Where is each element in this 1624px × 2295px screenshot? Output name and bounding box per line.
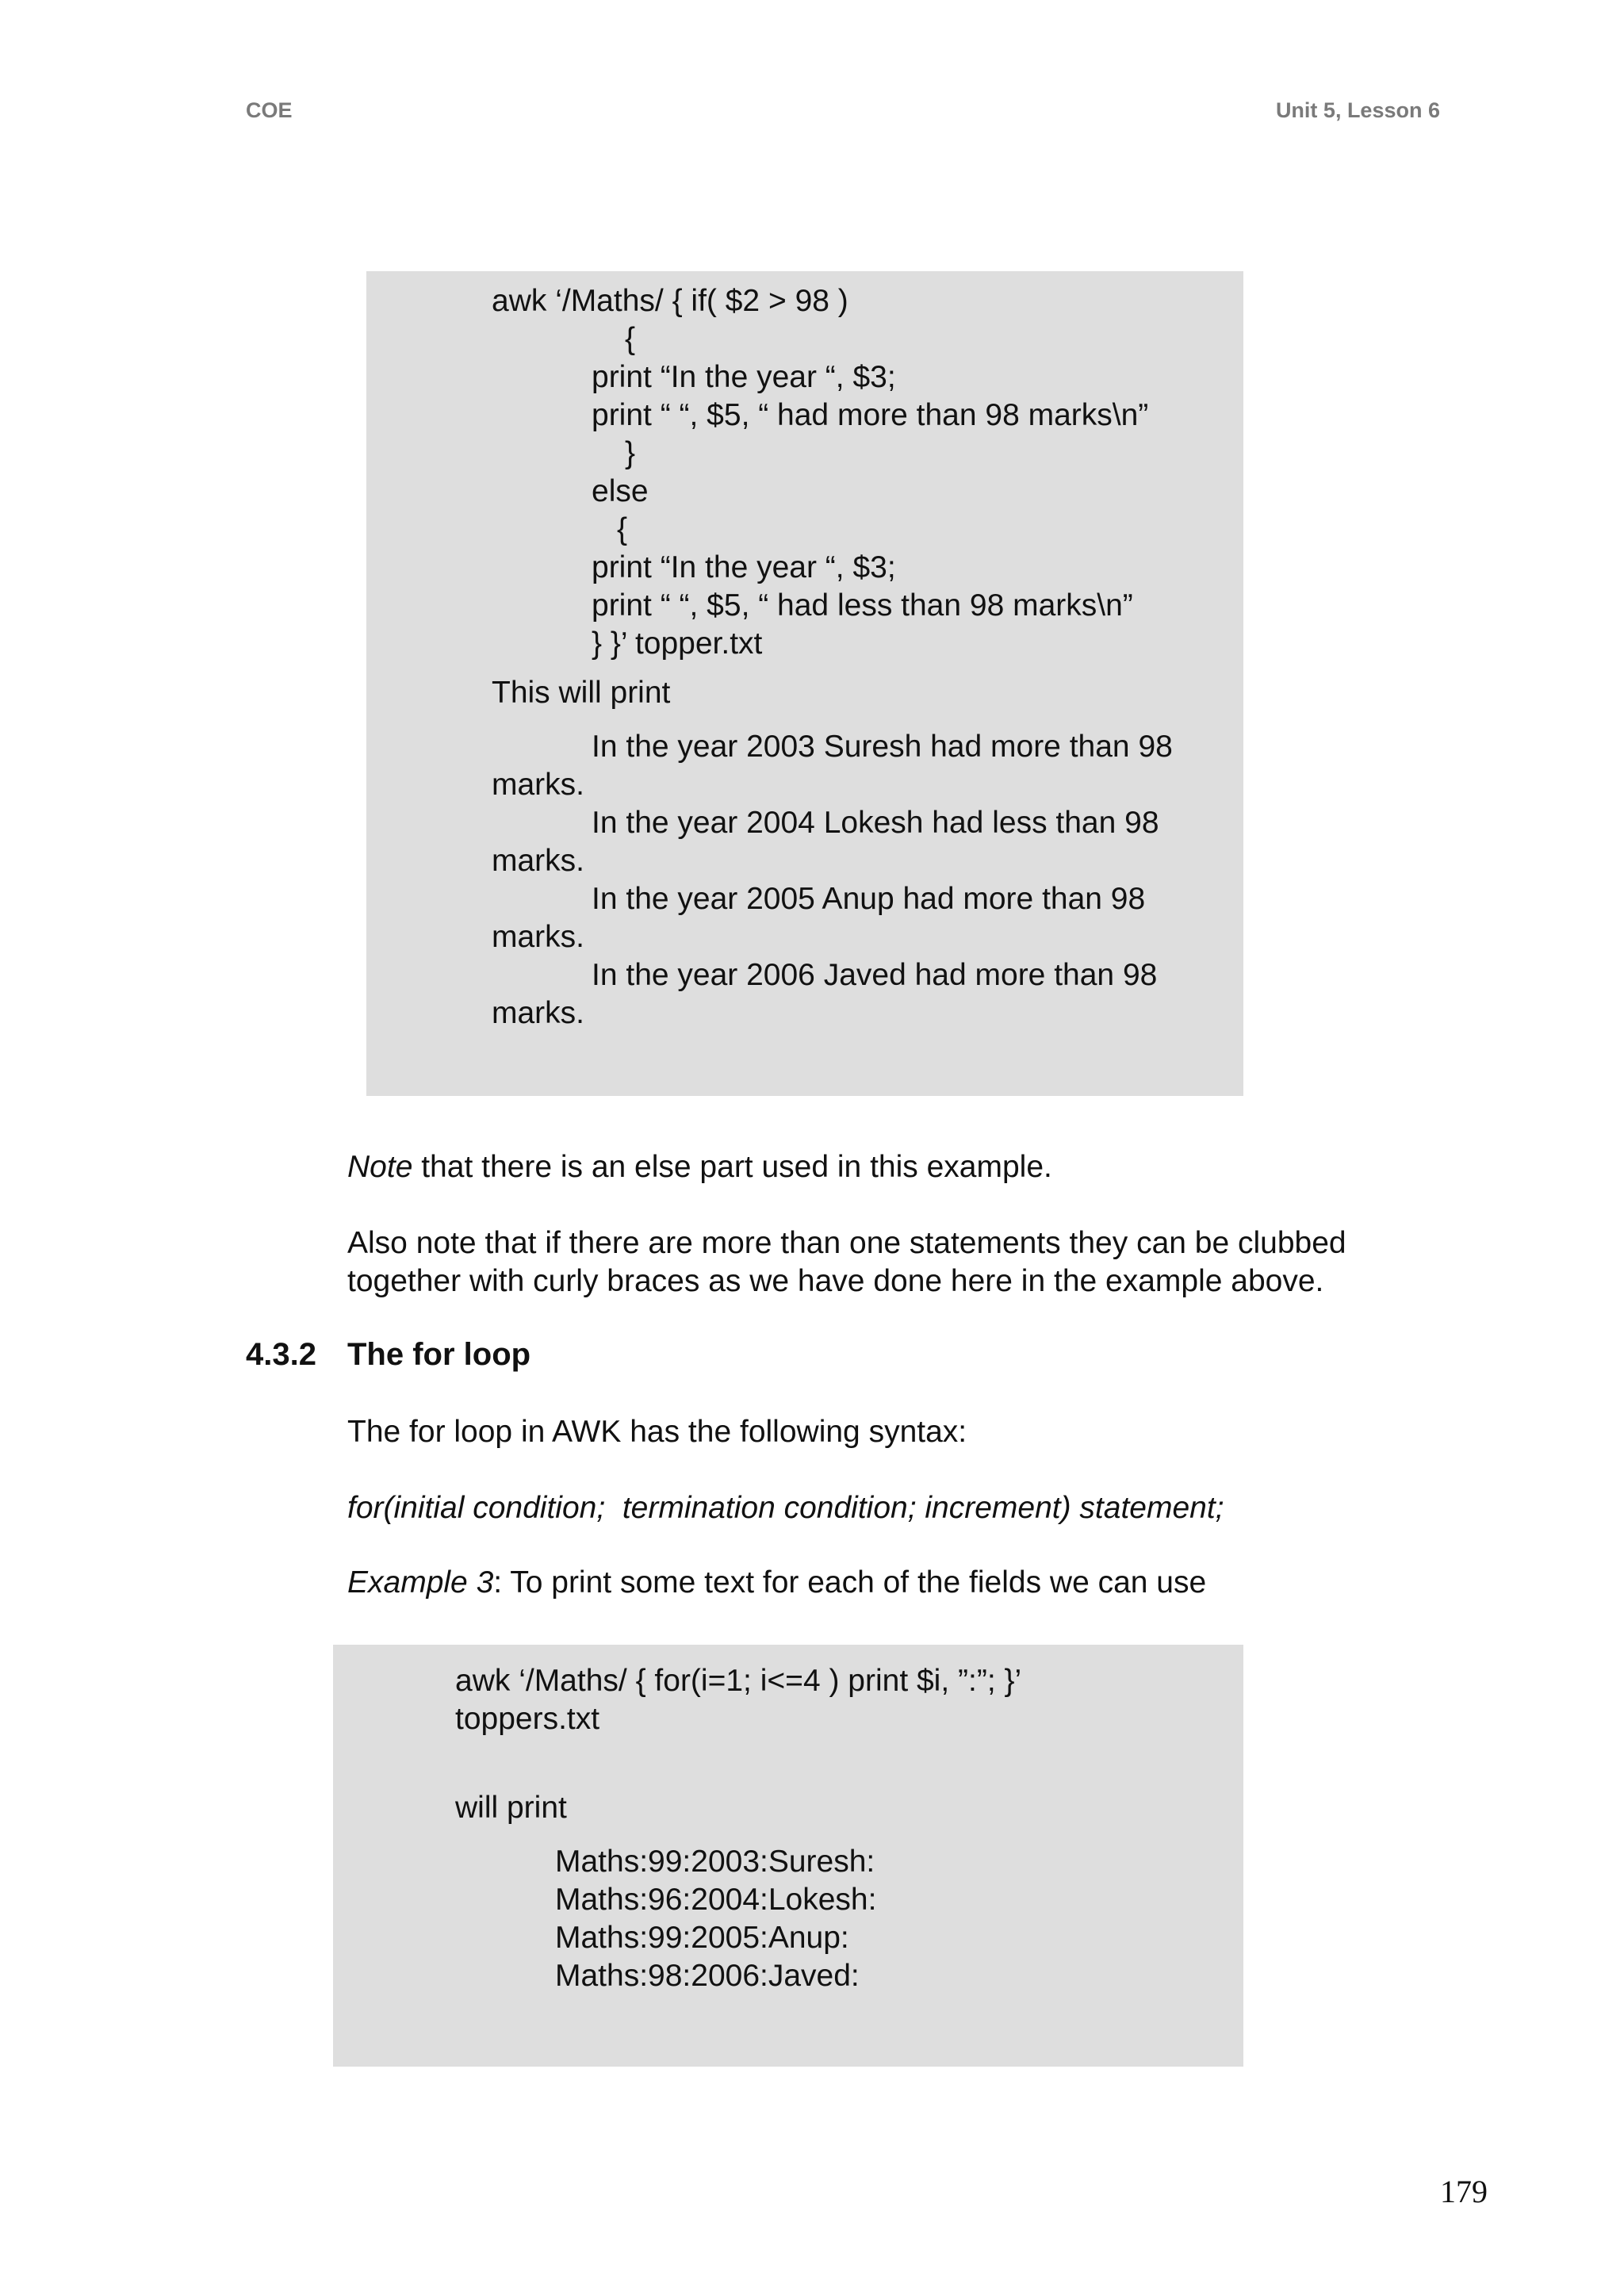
code-line: awk ‘/Maths/ { if( $2 > 98 ) <box>492 284 848 318</box>
output-line: In the year 2005 Anup had more than 98 <box>592 882 1146 916</box>
also-note-line: together with curly braces as we have done here in the example above. <box>347 1264 1324 1298</box>
output-line-wrap: marks. <box>492 920 584 954</box>
output-line: In the year 2006 Javed had more than 98 <box>592 958 1158 992</box>
for-intro: The for loop in AWK has the following syntax: <box>347 1415 967 1449</box>
note-text: that there is an else part used in this example. <box>412 1150 1052 1184</box>
output-line-wrap: marks. <box>492 844 584 878</box>
for-syntax: for(initial condition; termination condition; increment) statement; <box>347 1491 1224 1525</box>
note-paragraph <box>347 1148 1052 1186</box>
output-intro: This will print <box>492 676 671 710</box>
running-header-left: COE <box>246 98 293 122</box>
code-line: awk ‘/Maths/ { for(i=1; i<=4 ) print $i, ”:”; }’ <box>455 1664 1022 1698</box>
section-number: 4.3.2 <box>246 1337 316 1372</box>
code-line: else <box>592 474 649 508</box>
example-3-label: Example 3 <box>347 1565 494 1600</box>
code-line: print “ “, $5, “ had more than 98 marks\n” <box>592 398 1149 432</box>
output-line: Maths:99:2005:Anup: <box>555 1921 849 1955</box>
output-line: In the year 2004 Lokesh had less than 98 <box>592 806 1159 840</box>
code-line: print “In the year “, $3; <box>592 550 896 584</box>
output-intro: will print <box>455 1791 567 1825</box>
code-line: toppers.txt <box>455 1702 600 1736</box>
code-line: { <box>617 512 628 546</box>
example-3-text: : To print some text for each of the fields we can use <box>493 1565 1207 1600</box>
output-line: In the year 2003 Suresh had more than 98 <box>592 730 1173 764</box>
output-line-wrap: marks. <box>492 768 584 802</box>
code-line: } }’ topper.txt <box>592 626 763 661</box>
example-3-paragraph <box>347 1564 1206 1602</box>
section-title: The for loop <box>347 1337 531 1372</box>
code-line: } <box>625 436 636 470</box>
output-line: Maths:99:2003:Suresh: <box>555 1845 875 1879</box>
code-line: { <box>625 322 636 356</box>
running-header-right: Unit 5, Lesson 6 <box>1275 98 1440 122</box>
note-emphasis: Note <box>347 1150 413 1184</box>
code-box-for-loop <box>333 1645 1243 2067</box>
code-box-if-else <box>366 271 1243 1096</box>
output-line: Maths:96:2004:Lokesh: <box>555 1883 877 1917</box>
also-note-line: Also note that if there are more than one statements they can be clubbed <box>347 1226 1346 1260</box>
code-line: print “In the year “, $3; <box>592 360 896 394</box>
output-line: Maths:98:2006:Javed: <box>555 1959 860 1993</box>
page-number: 179 <box>1440 2174 1488 2209</box>
output-line-wrap: marks. <box>492 996 584 1030</box>
code-line: print “ “, $5, “ had less than 98 marks\n” <box>592 588 1133 623</box>
